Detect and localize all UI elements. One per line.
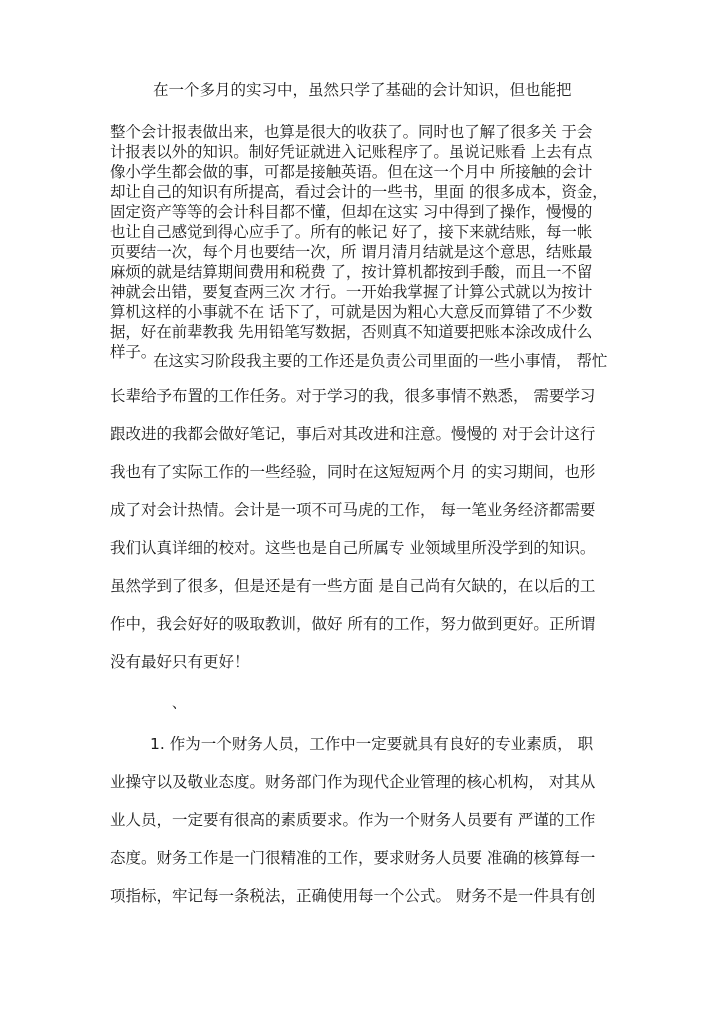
text-line: 页要结一次，每个月也要结一次，所 谓月清月结就是这个意思，结账最	[110, 243, 593, 261]
text-line: 成了对会计热情。会计是一项不可马虎的工作， 每一笔业务经济都需要	[110, 501, 596, 519]
text-line: 我也有了实际工作的一些经验，同时在这短短两个月 的实习期间，也形	[110, 463, 596, 481]
text-line: 态度。财务工作是一门很精准的工作，要求财务人员要 准确的核算每一	[110, 849, 596, 867]
text-line: 神就会出错，要复查两三次 才行。一开始我掌握了计算公式就以为按计	[110, 283, 593, 301]
text-line: 没有最好只有更好！	[110, 653, 250, 671]
text-line: 在这实习阶段我主要的工作还是负责公司里面的一些小事情， 帮忙	[153, 352, 608, 370]
text-line: 算机这样的小事就不在 话下了，可就是因为粗心大意反而算错了不少数	[110, 303, 593, 321]
text-line: 固定资产等等的会计科目都不懂，但却在这实 习中得到了操作，慢慢的	[110, 203, 593, 221]
text-line: 1. 作为一个财务人员，工作中一定要就具有良好的专业素质， 职	[150, 735, 594, 753]
text-line: 作中，我会好好的吸取教训，做好 所有的工作，努力做到更好。正所谓	[110, 615, 596, 633]
text-line: 业人员，一定要有很高的素质要求。作为一个财务人员要有 严谨的工作	[110, 811, 596, 829]
text-line: 却让自己的知识有所提高，看过会计的一些书，里面 的很多成本，资金，	[110, 183, 608, 201]
text-line: 整个会计报表做出来，也算是很大的收获了。同时也了解了很多关 于会	[110, 123, 593, 141]
text-line: 项指标，牢记每一条税法，正确使用每一个公式。 财务不是一件具有创	[110, 887, 596, 905]
text-line: 业操守以及敬业态度。财务部门作为现代企业管理的核心机构， 对其从	[110, 773, 596, 791]
text-line: 跟改进的我都会做好笔记，事后对其改进和注意。慢慢的 对于会计这行	[110, 425, 596, 443]
text-line: 麻烦的就是结算期间费用和税费 了，按计算机都按到手酸，而且一不留	[110, 263, 593, 281]
text-line: 长辈给予布置的工作任务。对于学习的我，很多事情不熟悉， 需要学习	[110, 387, 596, 405]
text-line: 计报表以外的知识。制好凭证就进入记账程序了。虽说记账看 上去有点	[110, 143, 593, 161]
text-line: 样子。	[110, 343, 157, 361]
text-line: 也让自己感觉到得心应手了。所有的帐记 好了，接下来就结账，每一帐	[110, 223, 593, 241]
paragraph-1-first-line: 在一个多月的实习中，虽然只学了基础的会计知识，但也能把	[153, 81, 572, 99]
text-line: 像小学生都会做的事，可都是接触英语。但在这一个月中 所接触的会计	[110, 163, 593, 181]
text-line: 我们认真详细的校对。这些也是自己所属专 业领域里所没学到的知识。	[110, 539, 596, 557]
text-line: 据，好在前辈教我 先用铅笔写数据，否则真不知道要把账本涂改成什么	[110, 323, 593, 341]
separator-mark: 、	[172, 696, 186, 712]
text-line: 虽然学到了很多，但是还是有一些方面 是自己尚有欠缺的，在以后的工	[110, 577, 596, 595]
